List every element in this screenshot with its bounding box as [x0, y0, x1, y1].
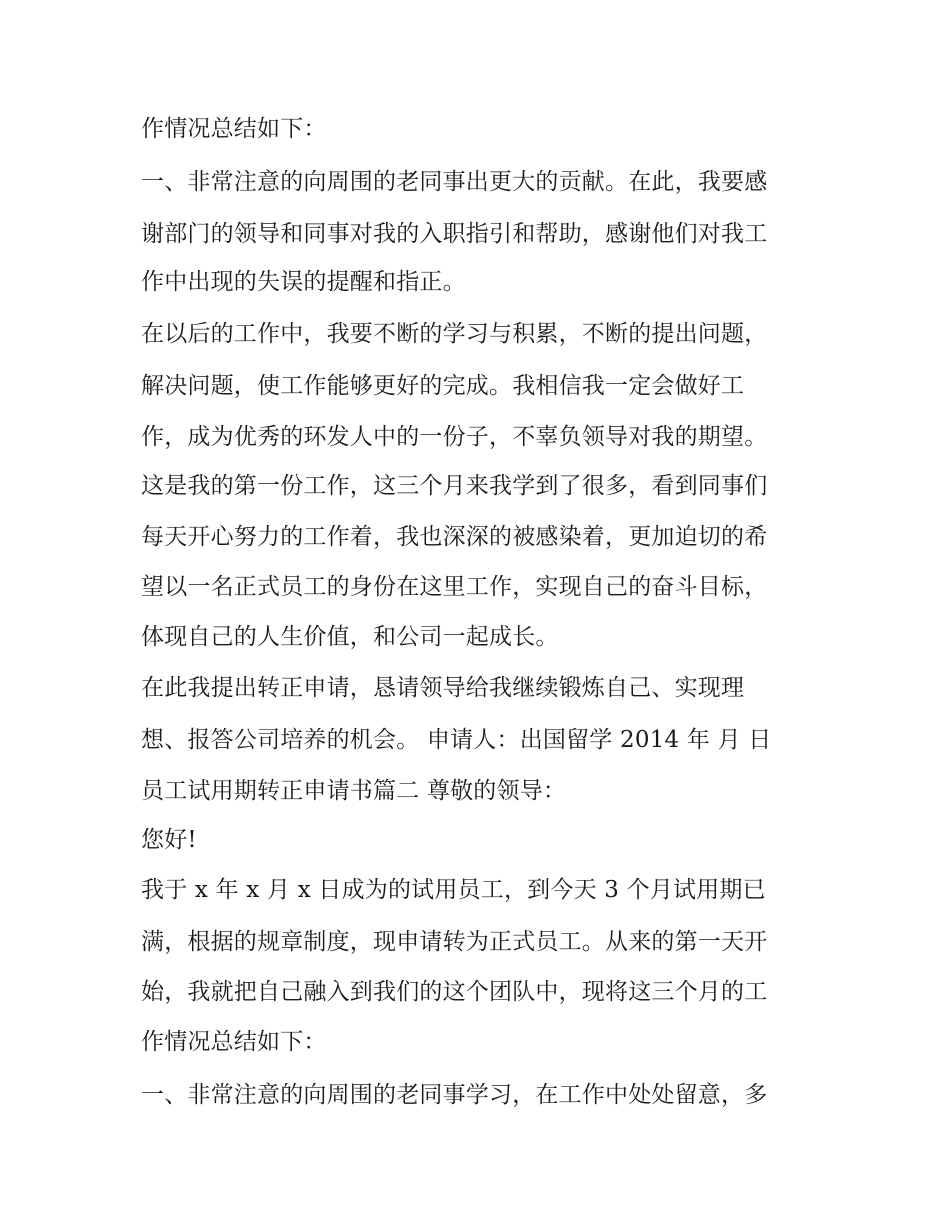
- text-line: 望以一名正式员工的身份在这里工作，实现自己的奋斗目标，: [141, 574, 768, 600]
- text-line: 解决问题，使工作能够更好的完成。我相信我一定会做好工: [141, 373, 745, 399]
- text-line: 一、非常注意的向周围的老同事出更大的贡献。在此，我要感: [141, 169, 768, 195]
- text-line: 在此我提出转正申请，恳请领导给我继续锻炼自己、实现理: [141, 675, 745, 701]
- text-line: 一、非常注意的向周围的老同事学习，在工作中处处留意，多: [141, 1082, 768, 1108]
- text-line: 这是我的第一份工作，这三个月来我学到了很多，看到同事们: [141, 473, 768, 499]
- text-line: 体现自己的人生价值，和公司一起成长。: [141, 624, 559, 650]
- text-line: 作情况总结如下：: [141, 116, 327, 142]
- text-line: 想、报答公司培养的机会。 申请人：出国留学 2014 年 月 日: [141, 727, 772, 753]
- text-line: 在以后的工作中，我要不断的学习与积累，不断的提出问题，: [141, 321, 768, 347]
- text-line: 员工试用期转正申请书篇二 尊敬的领导：: [141, 778, 567, 804]
- text-line: 作，成为优秀的环发人中的一份子，不辜负领导对我的期望。: [141, 424, 768, 450]
- text-line: 我于 x 年 x 月 x 日成为的试用员工，到今天 3 个月试用期已: [141, 877, 766, 903]
- text-line: 作中出现的失误的提醒和指正。: [141, 269, 466, 295]
- text-line: 始，我就把自己融入到我们的这个团队中，现将这三个月的工: [141, 979, 768, 1005]
- text-line: 作情况总结如下：: [141, 1029, 327, 1055]
- text-line: 谢部门的领导和同事对我的入职指引和帮助，感谢他们对我工: [141, 221, 768, 247]
- text-line: 满，根据的规章制度，现申请转为正式员工。从来的第一天开: [141, 929, 768, 955]
- text-line: 每天开心努力的工作着，我也深深的被感染着，更加迫切的希: [141, 524, 768, 550]
- text-line: 您好!: [141, 827, 197, 853]
